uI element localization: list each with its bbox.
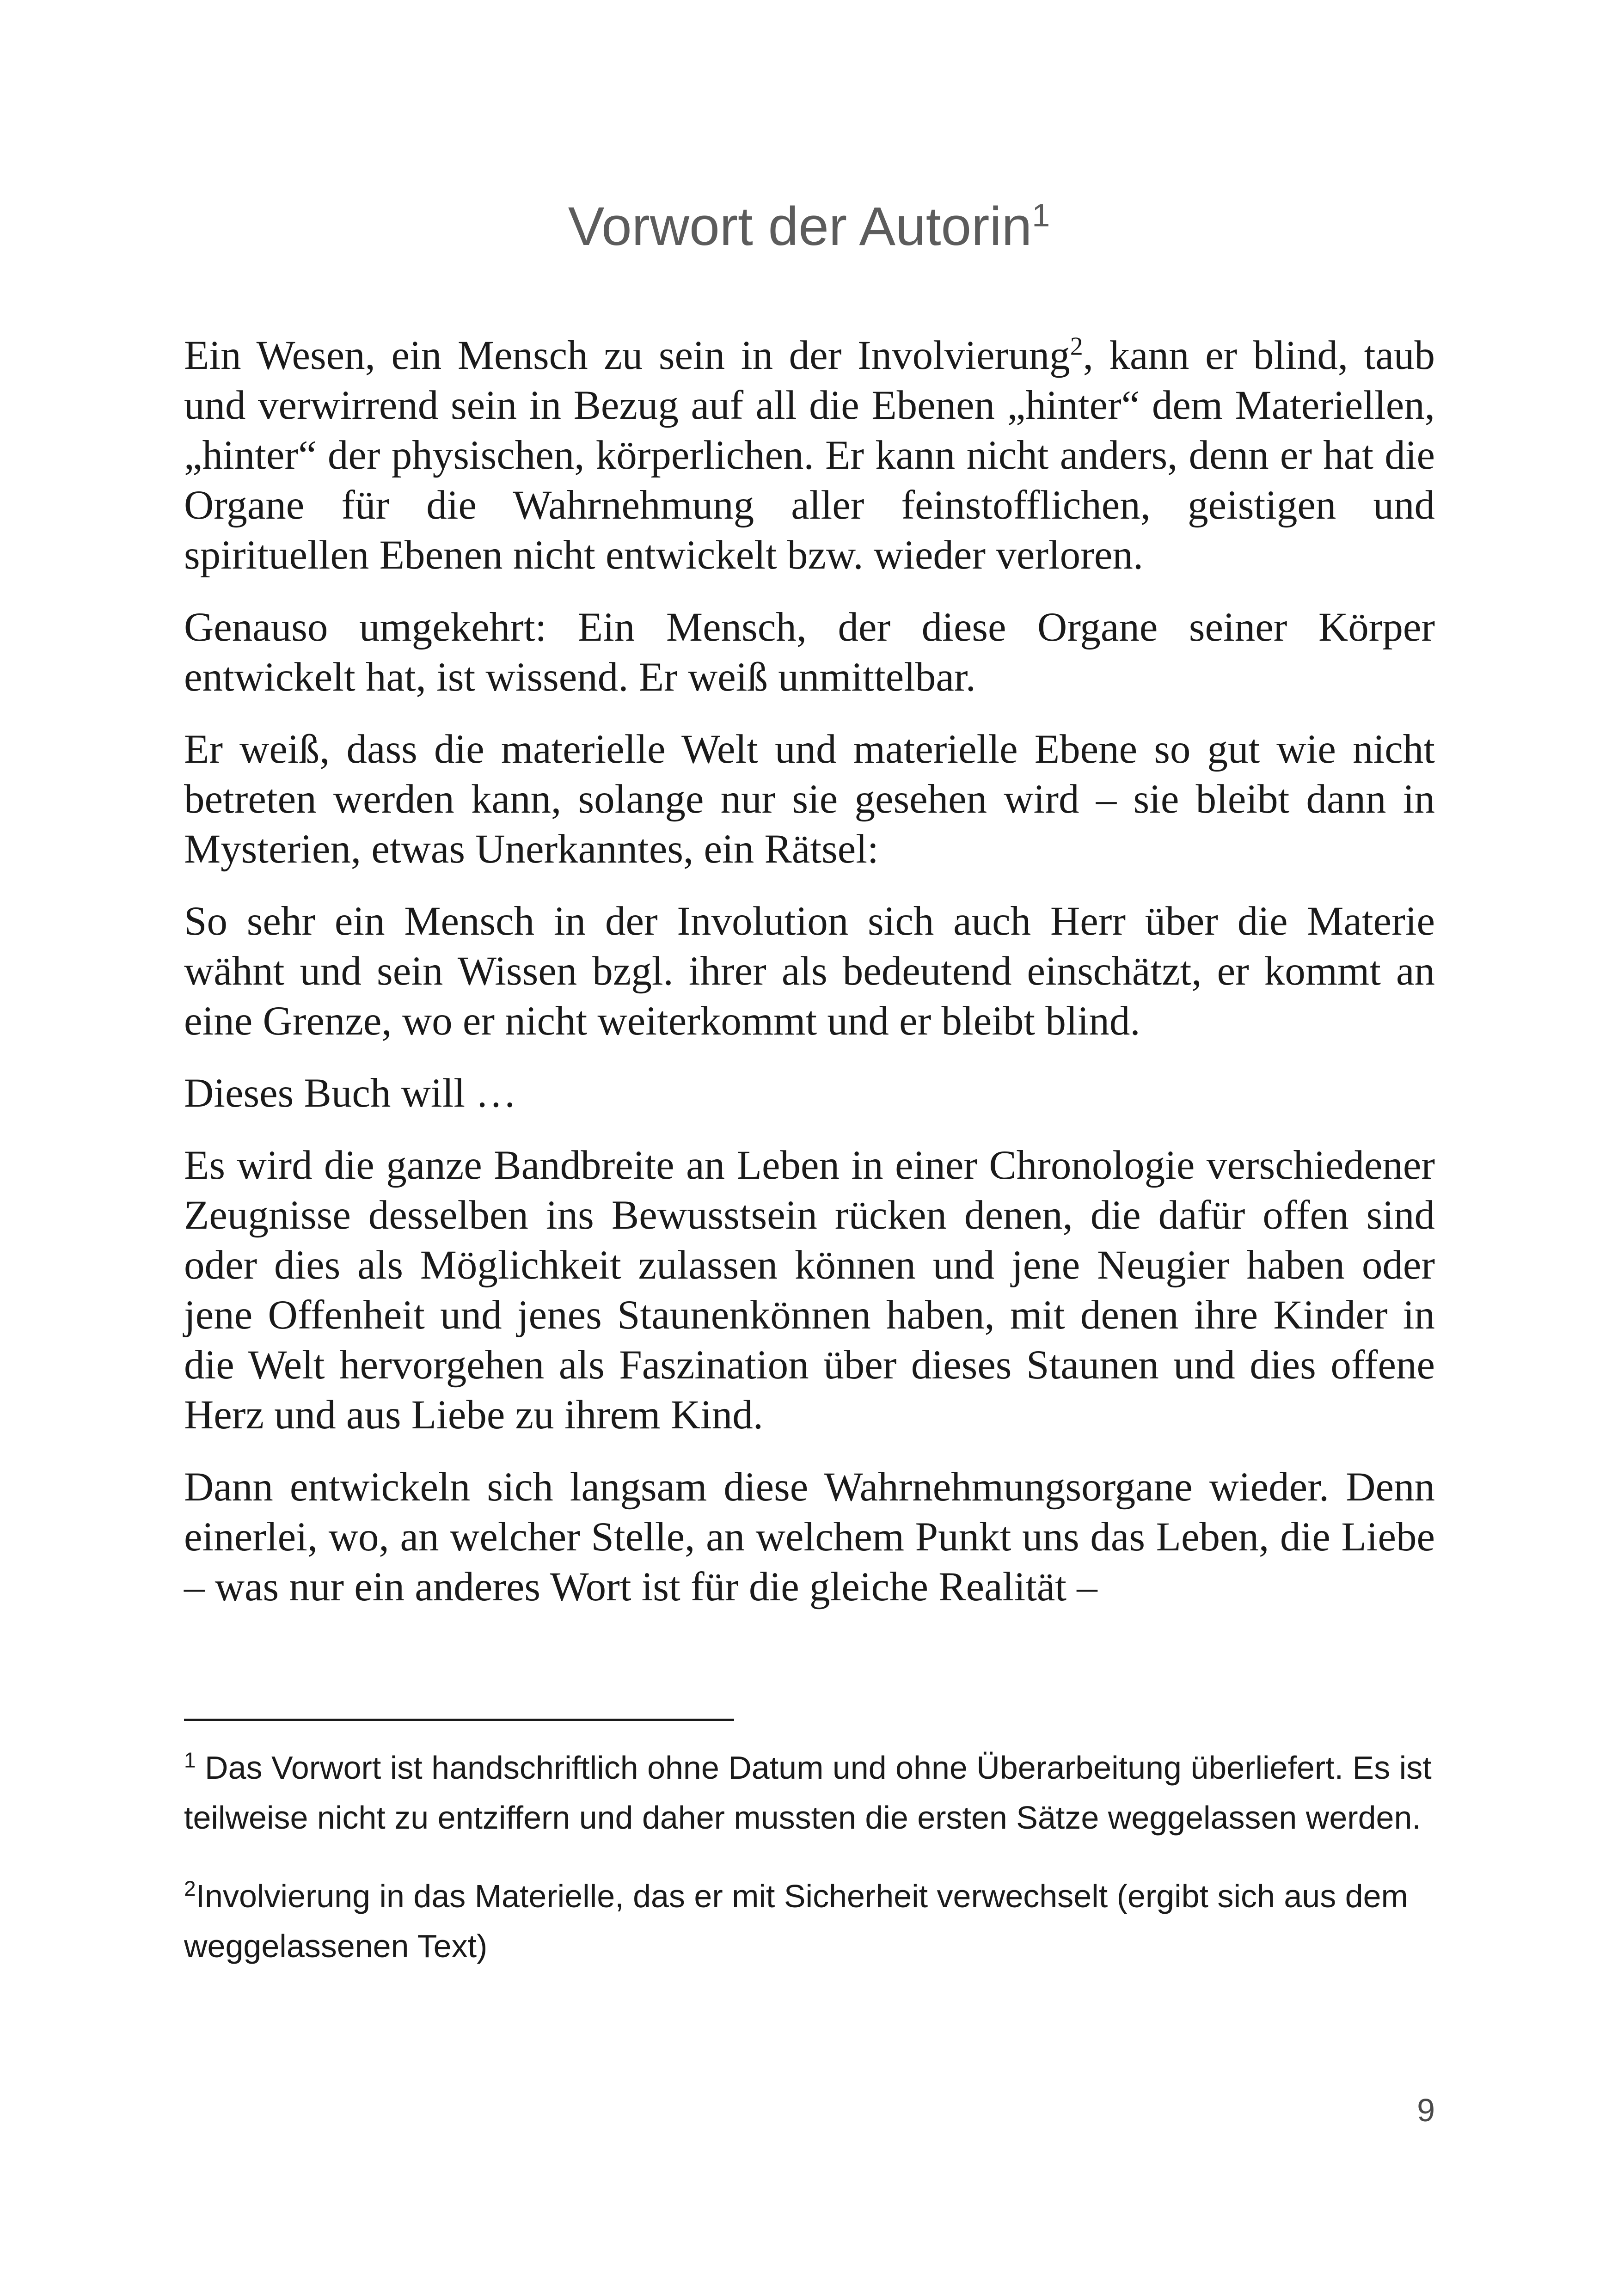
paragraph-6: Es wird die ganze Bandbreite an Leben in einer Chronologie verschiedener Zeugnisse desselben ins Bewusstsein rücken denen, die dafür offen sind oder dies als Möglichkeit zulassen können und jene Neugier haben oder jene Offenheit und jenes Staunenkönnen haben, mit denen ihre Kinder in die Welt hervorgehen als Faszination über dieses Staunen und dies offene Herz und aus Liebe zu ihrem Kind. (184, 1143, 1435, 1438)
title-text: Vorwort der Autorin (568, 196, 1032, 257)
footnote-1-number: 1 (184, 1748, 196, 1772)
footnote-2-text: Involvierung in das Materielle, das er mit Sicherheit verwechselt (ergibt sich aus dem weggelassenen Text) (184, 1878, 1408, 1964)
footnote-2 (184, 1871, 1435, 1971)
footnote-1 (184, 1743, 1435, 1843)
main-text (184, 331, 1435, 1634)
paragraph-3: Er weiß, dass die materielle Welt und materielle Ebene so gut wie nicht betreten werden kann, solange nur sie gesehen wird – sie bleibt dann in Mysterien, etwas Unerkanntes, ein Rätsel: (184, 727, 1435, 872)
paragraph-1 (184, 331, 1435, 580)
paragraph-1-rest: , kann er blind, taub und verwirrend sein in Bezug auf all die Ebenen „hinter“ dem Materiellen, „hinter“ der physischen, körperlichen. Er kann nicht anders, denn er hat die Organe für die Wahrnehmung aller feinstofflichen, geistigen und spirituellen Ebenen nicht entwickelt bzw. wieder verloren. (184, 333, 1435, 578)
page-title (0, 194, 1618, 260)
page-number: 9 (1417, 2092, 1435, 2128)
paragraph-1-start: Ein Wesen, ein Mensch zu sein in der Involvierung (184, 333, 1070, 378)
footnotes (184, 1743, 1435, 2000)
footnote-2-number: 2 (184, 1876, 196, 1901)
title-footnote-ref: 1 (1032, 197, 1050, 233)
paragraph-4: So sehr ein Mensch in der Involution sich auch Herr über die Materie wähnt und sein Wissen bzgl. ihrer als bedeutend einschätzt, er kommt an eine Grenze, wo er nicht weiterkommt und er bleibt blind. (184, 899, 1435, 1044)
footnote-1-text: Das Vorwort ist handschriftlich ohne Datum und ohne Überarbeitung überliefert. Es ist teilweise nicht zu entziffern und daher mussten die ersten Sätze weggelassen werden. (184, 1750, 1432, 1836)
paragraph-2: Genauso umgekehrt: Ein Mensch, der diese Organe seiner Körper entwickelt hat, ist wissend. Er weiß unmittelbar. (184, 605, 1435, 700)
paragraph-5: Dieses Buch will … (184, 1071, 517, 1116)
footnote-ref-2: 2 (1070, 332, 1083, 361)
footnote-separator (184, 1719, 734, 1721)
paragraph-7: Dann entwickeln sich langsam diese Wahrnehmungsorgane wieder. Denn einerlei, wo, an welcher Stelle, an welchem Punkt uns das Leben, die Liebe – was nur ein anderes Wort ist für die gleiche Realität – (184, 1464, 1435, 1610)
